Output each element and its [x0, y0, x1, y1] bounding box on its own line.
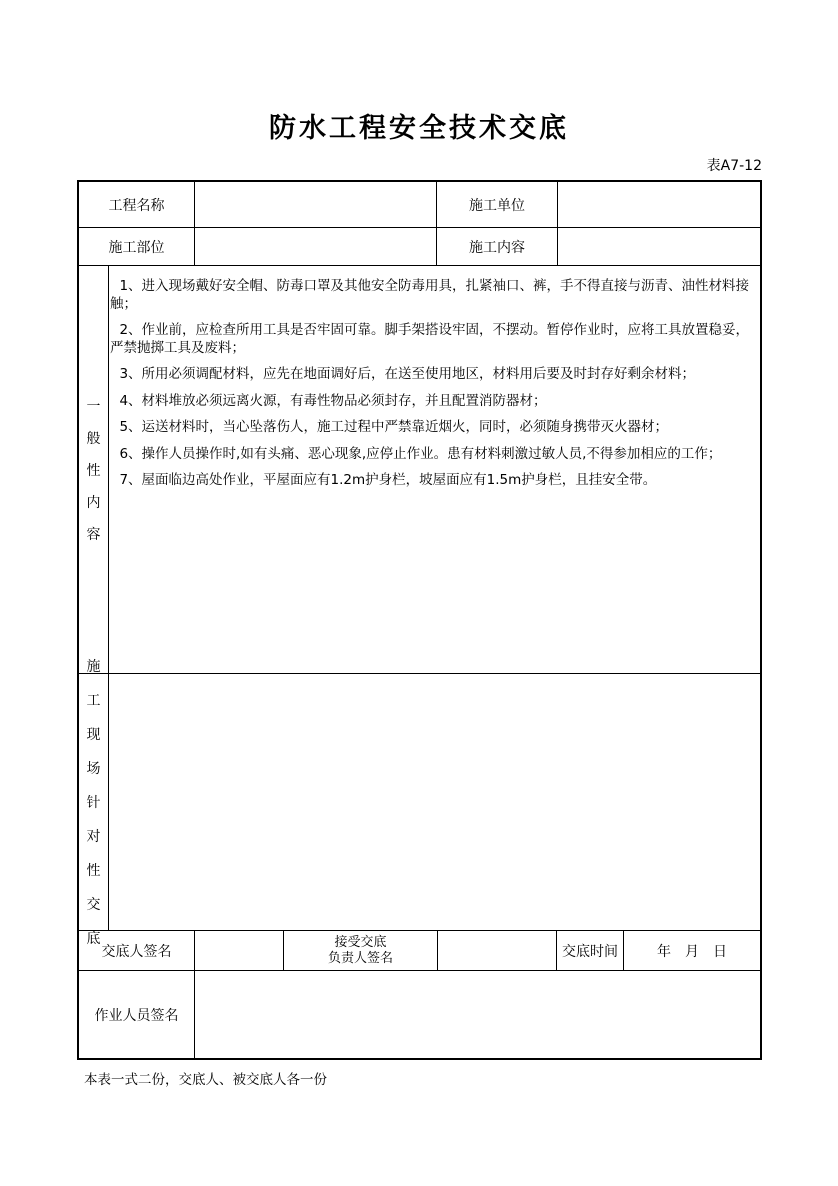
project-name-label: 工程名称 [79, 182, 195, 227]
vertical-label-char: 交 [86, 897, 101, 913]
vertical-label-char: 底 [86, 931, 101, 947]
general-content-text [109, 266, 760, 673]
discloser-signature-label: 交底人签名 [79, 931, 195, 970]
worker-signature-label: 作业人员签名 [79, 971, 195, 1058]
safety-item: 7、屋面临边高处作业，平屋面应有1.2m护身栏，坡屋面应有1.5m护身栏，且挂安全带。 [119, 472, 657, 488]
construction-content-field[interactable] [558, 228, 760, 265]
vertical-label-char: 内 [86, 494, 101, 511]
worker-signature-field[interactable] [195, 971, 760, 1058]
vertical-label-char: 一 [86, 398, 101, 415]
site-specific-vertical-label [79, 659, 109, 947]
receiver-label-line2: 负责人签名 [327, 950, 393, 966]
worker-signature-row [79, 971, 760, 1058]
safety-item: 1、进入现场戴好安全帽、防毒口罩及其他安全防毒用具，扎紧袖口、裤，手不得直接与沥青、油性材料接触； [110, 278, 750, 312]
table-row [79, 182, 760, 228]
construction-unit-label: 施工单位 [437, 182, 558, 227]
vertical-label-char: 现 [86, 727, 101, 743]
footer-note: 本表一式二份，交底人、被交底人各一份 [84, 1072, 327, 1088]
vertical-label-char: 般 [86, 430, 101, 447]
signature-row [79, 931, 760, 971]
form-code-label: 表A7-12 [706, 158, 762, 174]
disclosure-time-label: 交底时间 [557, 931, 624, 970]
general-content-section [79, 266, 760, 674]
safety-item: 2、作业前，应检查所用工具是否牢固可靠。脚手架搭设牢固，不摆动。暂停作业时，应将工具放置稳妥，严禁抛掷工具及废料； [110, 322, 750, 356]
vertical-label-char: 性 [86, 462, 101, 479]
vertical-label-char: 容 [86, 526, 101, 543]
table-row [79, 228, 760, 266]
vertical-label-char: 施 [86, 659, 101, 675]
safety-item: 3、所用必须调配材料，应先在地面调好后，在送至使用地区，材料用后要及时封存好剩余材料； [119, 366, 696, 382]
vertical-label-char: 工 [86, 693, 101, 709]
general-content-vertical-label [79, 266, 109, 673]
vertical-label-char: 场 [86, 761, 101, 777]
discloser-signature-field[interactable] [195, 931, 284, 970]
receiver-signature-field[interactable] [438, 931, 557, 970]
vertical-label-char: 对 [86, 829, 101, 845]
construction-unit-field[interactable] [558, 182, 760, 227]
construction-part-field[interactable] [195, 228, 437, 265]
receiver-label-line1: 接受交底 [334, 934, 387, 950]
disclosure-time-field[interactable]: 年 月 日 [657, 943, 727, 960]
vertical-label-char: 针 [86, 795, 101, 811]
construction-part-label: 施工部位 [79, 228, 195, 265]
site-specific-content-field[interactable] [109, 674, 760, 930]
vertical-label-char: 性 [86, 863, 101, 879]
page-title: 防水工程安全技术交底 [269, 113, 569, 144]
receiver-signature-label [284, 931, 438, 970]
safety-item: 4、材料堆放必须远离火源，有毒性物品必须封存，并且配置消防器材； [119, 392, 547, 409]
construction-content-label: 施工内容 [437, 228, 558, 265]
project-name-field[interactable] [195, 182, 437, 227]
safety-item: 6、操作人员操作时,如有头痛、恶心现象,应停止作业。患有材料刺激过敏人员,不得参加相应的工作； [119, 445, 722, 462]
safety-item: 5、运送材料时，当心坠落伤人，施工过程中严禁靠近烟火，同时，必须随身携带灭火器材； [119, 419, 669, 435]
disclosure-form-table [77, 180, 762, 1060]
